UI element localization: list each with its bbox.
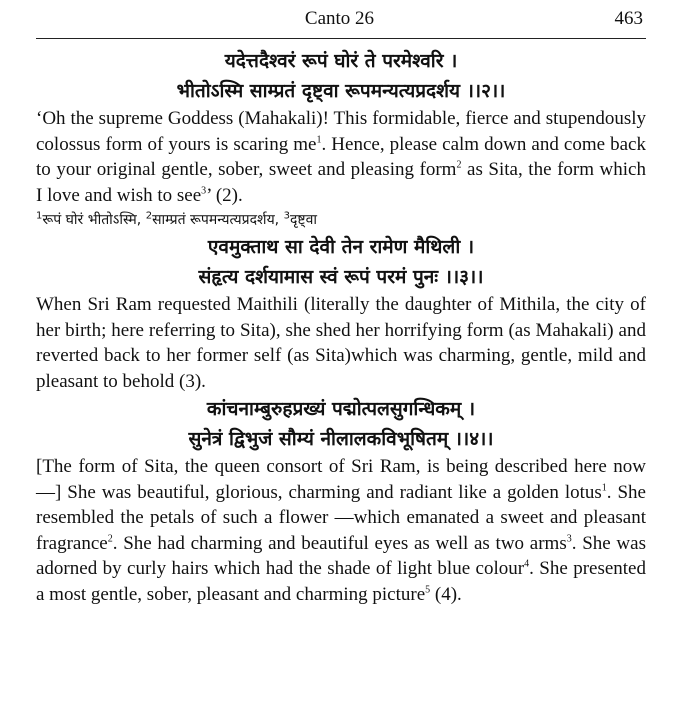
canto-title: Canto 26	[304, 8, 375, 29]
translation-verse-2: ‘Oh the supreme Goddess (Mahakali)! This formidable, fierce and stupendously colossus form of yours is scaring $me^1$. Hence, please calm down and come back to your original gentle, sober, sweet and pleasing form$^2$ as Sita, the form which I love and wish to see$^3$’ (2).	[36, 108, 646, 206]
verse-4-line-2: सुनेत्रं द्विभुजं सौम्यं नीलालकविभूषितम् ।।४।।	[188, 428, 494, 450]
verse-4-line-1: कांचनाम्बुरुहप्रख्यं पद्मोत्पलसुगन्धिकम् ।	[206, 398, 476, 420]
footnote-ref: 1	[316, 134, 322, 146]
page-header	[36, 8, 643, 38]
verse-3-line-2: संहृत्य दर्शयामास स्वं रूपं परमं पुनः ।।३।।	[198, 266, 484, 288]
translation-verse-3: When Sri Ram requested Maithili (literally the daughter of Mithila, the city of her birth; here referring to Sita), she shed her horrifying form (as Mahakali) and reverted back to her former self (as Sita)which was charming, gentle, mild and pleasant to behold (3).	[36, 294, 646, 392]
header-rule	[36, 38, 646, 39]
translation-verse-4: [The form of Sita, the queen consort of Sri Ram, is being described here now—] She was beautiful, glorious, charming and radiant like a golden lotus$^1$. She resembled the petals of such a flower —which emanated a sweet and pleasant fragrance$^2$. She had charming and beautiful eyes as well as two arms$^3$. She was adorned by curly hairs which had the shade of light blue colour$^4$. She presented a most gentle, sober, pleasant and charming picture$^5$ (4).	[36, 456, 646, 605]
verse-2-line-2: भीतोऽस्मि साम्प्रतं दृष्ट्वा रूपमन्यत्यप्रदर्शय ।।२।।	[176, 80, 506, 102]
footnote-ref: 5	[425, 584, 431, 596]
page-content	[36, 46, 646, 607]
footnote-ref: 4	[524, 558, 530, 570]
page-number: 463	[614, 8, 643, 29]
verse-2-line-1: यदेत्तदैश्वरं रूपं घोरं ते परमेश्वरि ।	[224, 50, 458, 72]
footnote-ref: 3	[201, 185, 207, 197]
footnote-ref: 1	[601, 482, 607, 494]
footnote-verse-2: $^1$रूपं घोरं भीतोऽस्मि, $^2$साम्प्रतं रूपमन्यत्यप्रदर्शय, $^3$दृष्ट्वा	[36, 210, 317, 228]
footnote-ref: 2	[107, 533, 113, 545]
verse-3-line-1: एवमुक्ताथ सा देवी तेन रामेण मैथिली ।	[207, 236, 475, 258]
footnote-ref: 2	[456, 159, 462, 171]
footnote-ref: 3	[566, 533, 572, 545]
